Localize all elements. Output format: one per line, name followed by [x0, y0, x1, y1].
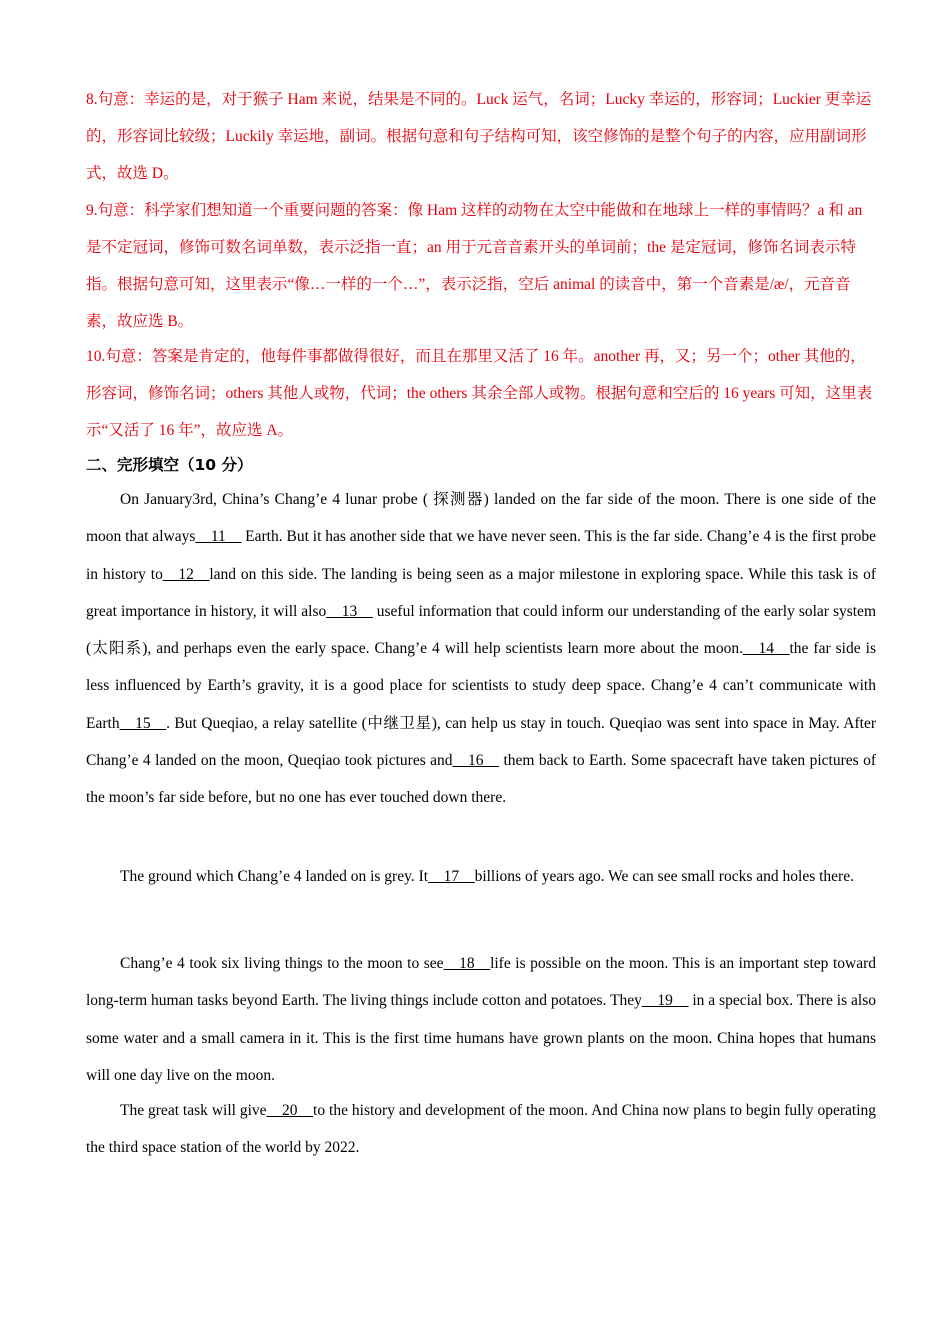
- blank-19: __19__: [641, 992, 689, 1010]
- answer-explanation-10: 10.句意：答案是肯定的，他每件事都做得很好，而且在那里又活了 16 年。another 再，又；另一个；other 其他的，形容词，修饰名词；others 其他人或物，代词；the others 其余全部人或物。根据句意和空后的 16 years 可知，这里表示“又活了 16 年”，故应选 A。: [86, 348, 873, 439]
- section-heading: 二、完形填空（10 分）: [86, 456, 253, 474]
- blank-17: __17__: [428, 868, 475, 885]
- blank-12: __12__: [162, 565, 210, 583]
- answer-explanation-8: 8.句意：幸运的是，对于猴子 Ham 来说，结果是不同的。Luck 运气，名词；Lucky 幸运的，形容词；Luckier 更幸运的，形容词比较级；Luckily 幸运地，副词。根据句意和句子结构可知，该空修饰的是整个句子的内容，应用副词形式，故选 D。: [86, 91, 872, 182]
- paragraph-text: billions of years ago. We can see small rocks and holes there.: [474, 868, 854, 885]
- passage-paragraph-3: [86, 945, 876, 1094]
- paragraph-text: . But Queqiao, a relay satellite (中继卫星), can help us stay in touch. Queqiao was sent into space in May. After Chang’e 4 landed on the moon, Queqiao took pictures and: [86, 714, 876, 770]
- paragraph-text: to the history and development of the moon. And China now plans to begin fully operating the third space station of the world by 2022.: [86, 1102, 877, 1157]
- paragraph-text: them back to Earth. Some spacecraft have taken pictures of the moon’s far side before, but no one has ever touched down there.: [86, 752, 876, 807]
- paragraph-text: The ground which Chang’e 4 landed on is grey. It: [120, 868, 429, 885]
- blank-15: __15__: [119, 714, 167, 732]
- passage-paragraph-1: [86, 481, 876, 817]
- paragraph-text: Chang’e 4 took six living things to the moon to see: [120, 955, 444, 972]
- answer-explanation-9: 9.句意：科学家们想知道一个重要问题的答案：像 Ham 这样的动物在太空中能做和在地球上一样的事情吗？a 和 an 是不定冠词，修饰可数名词单数，表示泛指一直；an 用于元音音素开头的单词前；the 是定冠词，修饰名词表示特指。根据句意可知，这里表示“像…一样的一个…”，表示泛指，空后 animal 的读音中，第一个音素是/æ/，元音音素，故应选 B。: [86, 202, 878, 330]
- paragraph-text: useful information that could inform our understanding of the early solar system (太阳系), and perhaps even the early space. Chang’e 4 will help scientists learn more about the moon.: [86, 602, 876, 658]
- passage-paragraph-4: [86, 1092, 876, 1167]
- blank-16: __16__: [452, 752, 500, 770]
- paragraph-text: life is possible on the moon. This is an important step toward long-term human tasks beyond Earth. The living things include cotton and potatoes. They: [86, 955, 876, 1010]
- blank-18: __18__: [443, 955, 491, 972]
- blank-20: __20__: [266, 1102, 314, 1119]
- paragraph-text: in a special box. There is also some water and a small camera in it. This is the first time humans have grown plants on the moon. China hopes that humans will one day live on the moon.: [86, 992, 876, 1084]
- paragraph-text: land on this side. The landing is being seen as a major milestone in exploring space. While this task is of great importance in history, it will also: [86, 565, 876, 620]
- paragraph-text: The great task will give: [120, 1102, 267, 1119]
- paragraph-text: Earth. But it has another side that we have never seen. This is the far side. Chang’e 4 is the first probe in history to: [86, 528, 877, 583]
- passage-paragraph-2: [86, 858, 876, 895]
- blank-13: __13__: [326, 602, 373, 620]
- paragraph-text: On January3rd, China’s Chang’e 4 lunar probe ( 探测器) landed on the far side of the moon. There is one side of the moon that always: [86, 491, 876, 546]
- blank-11: __11__: [195, 528, 242, 546]
- blank-14: __14__: [742, 640, 790, 658]
- paragraph-text: the far side is less influenced by Earth’s gravity, it is a good place for scientists to study deep space. Chang’e 4 can’t communicate with Earth: [86, 640, 876, 732]
